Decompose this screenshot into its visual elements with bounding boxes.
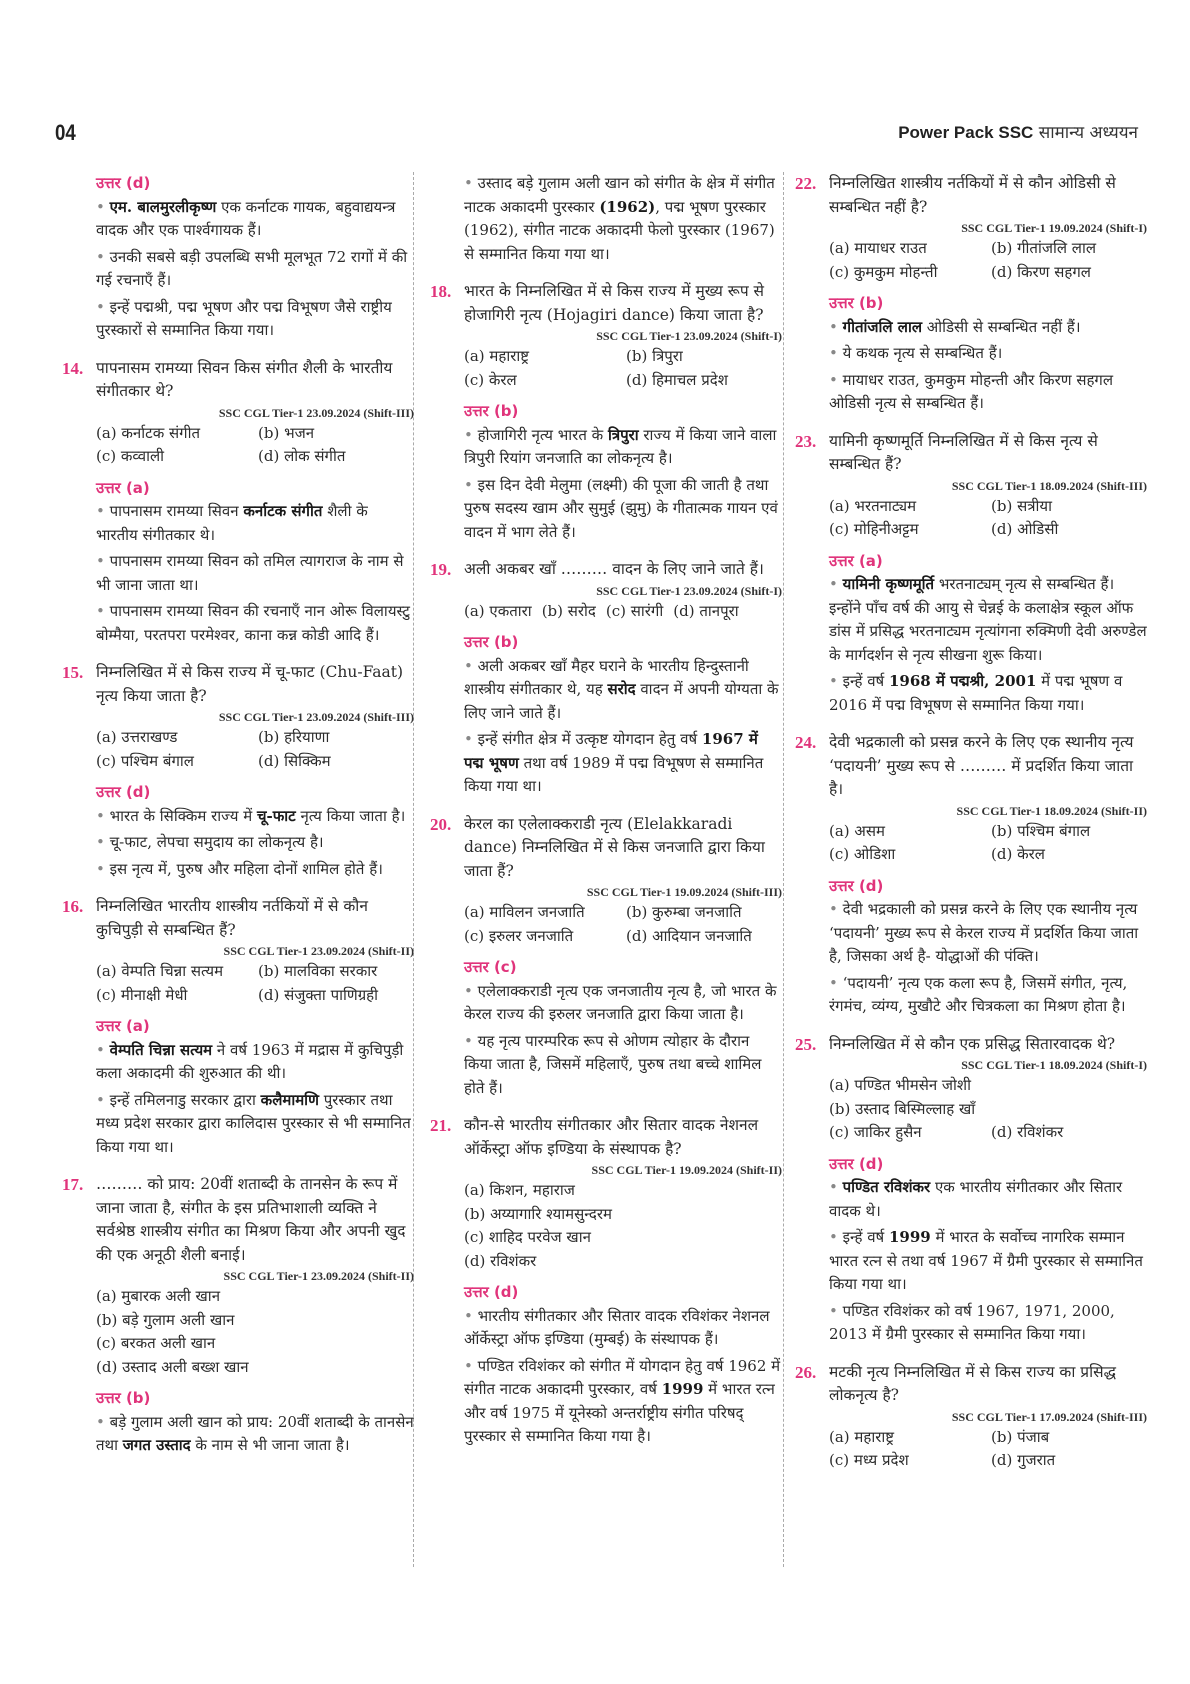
options xyxy=(829,237,1147,284)
bullet-icon: • xyxy=(829,1228,843,1246)
point-text: होजागिरी नृत्य भारत के xyxy=(477,425,608,444)
bullet-icon: • xyxy=(464,656,478,675)
options xyxy=(464,1179,782,1273)
option-c[interactable]: (c) मध्य प्रदेश xyxy=(829,1451,909,1469)
option-b[interactable]: (b) बड़े गुलाम अली खान xyxy=(96,1310,235,1329)
option-c[interactable]: (c) बरकत अली खान xyxy=(96,1334,216,1352)
explanation-point xyxy=(464,1305,782,1352)
question-23 xyxy=(795,430,1147,542)
question-number: 22. xyxy=(795,174,817,193)
point-text: ने वर्ष 1963 में मद्रास में कुचिपुड़ी कला अकादमी की शुरुआत की थी। xyxy=(96,1040,404,1082)
exam-source: SSC CGL Tier-1 18.09.2024 (Shift-II) xyxy=(956,803,1147,818)
bold-term: त्रिपुरा xyxy=(607,425,639,444)
point-text: पापनासम रामय्या सिवन xyxy=(109,502,244,520)
bullet-icon: • xyxy=(96,1412,110,1431)
question-number: 23. xyxy=(795,431,817,451)
explanation xyxy=(62,1039,414,1160)
options xyxy=(464,345,782,392)
bullet-icon: • xyxy=(829,575,843,593)
explanation-point xyxy=(464,1030,782,1101)
column-3 xyxy=(795,172,1147,1477)
option-d[interactable]: (d) तानपूरा xyxy=(673,601,739,620)
explanation xyxy=(62,805,414,882)
question-text: निम्नलिखित में से कौन एक प्रसिद्ध सितारवादक थे? xyxy=(829,1034,1116,1053)
point-text: शैली के भारतीय संगीतकार थे। xyxy=(96,502,368,544)
option-c[interactable]: (c) पश्चिम बंगाल xyxy=(96,751,194,770)
question-text: अली अकबर खाँ ……… वादन के लिए जाने जाते हैं। xyxy=(464,560,764,578)
point-text: इस दिन देवी मेलुमा (लक्ष्मी) की पूजा की जाती है तथा पुरुष सदस्य खाम और सुमुई (झुमु) के गीतात्मक गायन एवं वादन में भाग लेते हैं। xyxy=(464,475,778,541)
option-c[interactable]: (c) ओडिशा xyxy=(829,845,896,863)
explanation xyxy=(795,573,1147,717)
options xyxy=(829,495,1147,542)
point-text: वादन में अपनी योग्यता के लिए जाने जाते हैं। xyxy=(464,680,779,722)
answer-label: उत्तर (b) xyxy=(829,294,884,312)
option-b[interactable]: (b) अय्यागारि श्यामसुन्दरम xyxy=(464,1204,612,1223)
exam-source: SSC CGL Tier-1 19.09.2024 (Shift-III) xyxy=(586,885,782,899)
explanation-point xyxy=(96,805,414,829)
point-text: नृत्य किया जाता है। xyxy=(295,806,406,825)
option-c[interactable]: (c) जाकिर हुसैन xyxy=(829,1123,922,1141)
question-text: ……… को प्राय: 20वीं शताब्दी के तानसेन के रूप में जाना जाता है, संगीत के इस प्रतिभाशाली व्यक्ति ने सर्वश्रेष्ठ शास्त्रीय संगीत का मिश्रण किया और अपनी खुद की एक अनूठी शैली बनाई। xyxy=(96,1175,406,1264)
bullet-icon: • xyxy=(464,174,478,192)
option-a[interactable]: (a) मुबारक अली खान xyxy=(96,1287,221,1305)
bold-term: गीतांजलि लाल xyxy=(842,317,923,336)
bold-term: 1967 में पद्म भूषण xyxy=(464,730,758,772)
question-18 xyxy=(430,280,782,392)
question-14 xyxy=(62,357,414,469)
column-2 xyxy=(430,172,782,1463)
option-b[interactable]: (b) भजन xyxy=(258,423,315,442)
option-d[interactable]: (d) सिक्किम xyxy=(258,751,331,770)
bullet-icon: • xyxy=(96,1090,110,1109)
exam-source: SSC CGL Tier-1 23.09.2024 (Shift-II) xyxy=(223,944,414,958)
option-a[interactable]: (a) पण्डित भीमसेन जोशी xyxy=(829,1076,972,1094)
option-a[interactable]: (a) मायाधर राउत xyxy=(829,239,927,257)
bold-term: सरोद xyxy=(607,680,636,698)
point-text: इन्हें वर्ष xyxy=(842,672,889,690)
bullet-icon: • xyxy=(96,247,110,266)
explanation xyxy=(430,1305,782,1449)
bullet-icon: • xyxy=(464,1306,478,1325)
bullet-icon: • xyxy=(829,370,843,389)
option-a[interactable]: (a) महाराष्ट्र xyxy=(464,347,530,365)
bullet-icon: • xyxy=(829,344,843,362)
bullet-icon: • xyxy=(829,317,843,336)
bullet-icon: • xyxy=(464,1031,478,1050)
point-text: इन्हें तमिलनाडु सरकार द्वारा xyxy=(109,1090,261,1109)
point-text: में भारत के सर्वोच्च नागरिक सम्मान भारत रत्न से तथा वर्ष 1967 में ग्रैमी पुरस्कार से सम्मानित किया गया था। xyxy=(829,1228,1143,1293)
book-title xyxy=(898,120,1138,143)
exam-source: SSC CGL Tier-1 23.09.2024 (Shift-III) xyxy=(218,710,414,724)
point-text: इस नृत्य में, पुरुष और महिला दोनों शामिल होते हैं। xyxy=(109,859,383,878)
column-divider-2 xyxy=(783,172,784,1567)
explanation xyxy=(62,1411,414,1458)
exam-source: SSC CGL Tier-1 23.09.2024 (Shift-I) xyxy=(596,583,782,598)
option-b[interactable]: (b) मालविका सरकार xyxy=(258,962,378,980)
point-text: इन्हें वर्ष xyxy=(842,1228,889,1246)
explanation xyxy=(795,316,1147,416)
exam-source: SSC CGL Tier-1 23.09.2024 (Shift-III) xyxy=(218,405,414,420)
bullet-icon: • xyxy=(96,833,110,851)
explanation-point xyxy=(96,1089,414,1160)
explanation-point xyxy=(96,600,414,647)
explanation-point xyxy=(96,196,414,243)
point-text: में भारत रत्न और वर्ष 1975 में यूनेस्को अन्तर्राष्ट्रीय संगीत परिषद् पुरस्कार से सम्मानित किया गया है। xyxy=(464,1380,775,1445)
explanation-point xyxy=(96,1039,414,1086)
explanation-point xyxy=(829,670,1147,717)
point-text: ये कथक नृत्य से सम्बन्धित हैं। xyxy=(842,344,1003,362)
bullet-icon: • xyxy=(96,297,110,316)
bullet-icon: • xyxy=(96,197,110,216)
explanation-point xyxy=(829,1226,1147,1297)
answer-label: उत्तर (b) xyxy=(96,1389,151,1407)
bullet-icon: • xyxy=(829,1178,843,1196)
point-text: तथा वर्ष 1989 में पद्म विभूषण से सम्मानित किया गया था। xyxy=(464,753,764,795)
explanation-point xyxy=(96,1411,414,1458)
question-text: मटकी नृत्य निम्नलिखित में से किस राज्य का प्रसिद्ध लोकनृत्य है? xyxy=(829,1362,1116,1404)
point-text: भारत के सिक्किम राज्य में xyxy=(109,806,257,825)
explanation-point xyxy=(464,728,782,799)
bold-term: (1962) xyxy=(599,197,656,216)
question-number: 21. xyxy=(430,1116,452,1135)
column-1 xyxy=(62,172,414,1472)
explanation-point xyxy=(96,858,414,882)
explanation xyxy=(62,196,414,343)
bullet-icon: • xyxy=(464,730,478,748)
question-text: केरल का एलेलाक्कराडी नृत्य (Elelakkaradi dance) निम्नलिखित में से किस जनजाति द्वारा किया जाता हैं? xyxy=(464,814,765,880)
question-number: 25. xyxy=(795,1034,817,1054)
point-text: ओडिसी से सम्बन्धित नहीं हैं। xyxy=(922,317,1081,336)
option-d[interactable]: (d) रविशंकर xyxy=(991,1123,1064,1141)
option-b[interactable]: (b) पश्चिम बंगाल xyxy=(991,821,1091,840)
option-d[interactable]: (d) उस्ताद अली बख्श खान xyxy=(96,1357,249,1376)
option-d[interactable]: (d) संजुक्ता पाणिग्रही xyxy=(258,985,379,1004)
option-d[interactable]: (d) लोक संगीत xyxy=(258,447,346,465)
options xyxy=(464,600,782,624)
explanation-point xyxy=(829,1176,1147,1223)
options xyxy=(96,422,414,469)
bullet-icon: • xyxy=(464,1356,478,1375)
bullet-icon: • xyxy=(96,806,110,825)
explanation-point xyxy=(829,369,1147,416)
question-16 xyxy=(62,895,414,1007)
option-b[interactable]: (b) कुरुम्बा जनजाति xyxy=(626,903,742,921)
point-text: बड़े गुलाम अली खान को प्राय: 20वीं शताब्दी के तानसेन तथा xyxy=(96,1412,414,1454)
bullet-icon: • xyxy=(829,973,843,992)
explanation-point xyxy=(464,655,782,726)
option-c[interactable]: (c) मीनाक्षी मेधी xyxy=(96,985,188,1004)
point-text: उस्ताद बड़े गुलाम अली खान को संगीत के क्षेत्र में संगीत नाटक अकादमी पुरस्कार xyxy=(464,174,775,216)
bullet-icon: • xyxy=(829,900,843,918)
options xyxy=(829,1074,1147,1121)
question-17 xyxy=(62,1173,414,1379)
point-text: पुरस्कार तथा मध्य प्रदेश सरकार द्वारा कालिदास पुरस्कार से भी सम्मानित किया गया था। xyxy=(96,1090,411,1156)
explanation xyxy=(430,655,782,799)
options-row xyxy=(829,1121,1147,1145)
option-a[interactable]: (a) उत्तराखण्ड xyxy=(96,728,178,746)
bullet-icon: • xyxy=(464,981,478,1000)
bullet-icon: • xyxy=(829,672,843,690)
point-text: पापनासम रामय्या सिवन की रचनाएँ नान ओरू विलायस्टु बोम्मैया, परतपरा परमेश्वर, काना कन्न कोडी आदि हैं। xyxy=(96,602,410,644)
explanation-point xyxy=(829,316,1147,340)
question-26 xyxy=(795,1361,1147,1473)
explanation xyxy=(795,1176,1147,1347)
bullet-icon: • xyxy=(96,1040,110,1059)
option-a[interactable]: (a) महाराष्ट्र xyxy=(829,1427,895,1446)
options xyxy=(96,960,414,1007)
answer-label: उत्तर (d) xyxy=(96,174,151,192)
explanation-point xyxy=(96,500,414,547)
options xyxy=(96,726,414,773)
bold-term: कलैमामणि xyxy=(260,1090,319,1109)
exam-source: SSC CGL Tier-1 19.09.2024 (Shift-I) xyxy=(961,221,1147,235)
option-c[interactable]: (c) इरुलर जनजाति xyxy=(464,926,574,945)
explanation-point xyxy=(829,972,1147,1019)
question-number: 24. xyxy=(795,733,817,752)
point-text: चू-फाट, लेपचा समुदाय का लोकनृत्य है। xyxy=(109,833,324,851)
options xyxy=(829,820,1147,867)
explanation xyxy=(430,424,782,545)
point-text: ‘पदायनी’ नृत्य एक कला रूप है, जिसमें संगीत, नृत्य, रंगमंच, व्यंग्य, मुखौटे और चित्रकला का मिश्रण होता है। xyxy=(829,973,1128,1015)
answer-label: उत्तर (d) xyxy=(464,1283,519,1301)
answer-label: उत्तर (d) xyxy=(829,876,884,895)
explanation xyxy=(62,500,414,647)
question-text: भारत के निम्नलिखित में से किस राज्य में मुख्य रूप से होजागिरी नृत्य (Hojagiri dance) किया जाता है? xyxy=(464,282,765,324)
bold-term: 1999 xyxy=(889,1228,931,1246)
answer-label: उत्तर (a) xyxy=(96,1017,150,1035)
question-text: देवी भद्रकाली को प्रसन्न करने के लिए एक स्थानीय नृत्य ‘पदायनी’ मुख्य रूप से ……… में प्रदर्शित किया जाता है। xyxy=(829,733,1134,798)
bold-term: कर्नाटक संगीत xyxy=(243,502,323,520)
option-c[interactable]: (c) केरल xyxy=(464,370,517,389)
options xyxy=(829,1426,1147,1473)
point-text: इन्हें पद्मश्री, पद्म भूषण और पद्म विभूषण जैसे राष्ट्रीय पुरस्कारों से सम्मानित किया गया। xyxy=(96,297,392,339)
option-b[interactable]: (b) सरोद xyxy=(541,601,596,620)
question-number: 17. xyxy=(62,1175,84,1194)
bold-term: 1999 xyxy=(661,1380,704,1398)
bullet-icon: • xyxy=(464,425,478,444)
bold-term: यामिनी कृष्णमूर्ति xyxy=(842,575,935,593)
answer-label: उत्तर (b) xyxy=(464,633,519,651)
explanation-point xyxy=(96,296,414,343)
bullet-icon: • xyxy=(464,475,478,494)
exam-source: SSC CGL Tier-1 18.09.2024 (Shift-I) xyxy=(961,1058,1147,1072)
option-d[interactable]: (d) रविशंकर xyxy=(464,1251,537,1270)
option-a[interactable]: (a) असम xyxy=(829,821,885,840)
option-a[interactable]: (a) किशन, महाराज xyxy=(464,1181,575,1199)
point-text: उनकी सबसे बड़ी उपलब्धि सभी मूलभूत 72 रागों में की गई रचनाएँ हैं। xyxy=(96,247,408,289)
explanation-point xyxy=(96,246,414,293)
answer-label: उत्तर (b) xyxy=(464,402,519,420)
option-d[interactable]: (d) हिमाचल प्रदेश xyxy=(626,370,728,389)
explanation-point xyxy=(464,172,782,266)
question-22 xyxy=(795,172,1147,284)
option-c[interactable]: (c) सारंगी xyxy=(605,601,664,620)
option-b[interactable]: (b) गीतांजलि लाल xyxy=(991,239,1097,257)
options xyxy=(464,901,782,948)
exam-source: SSC CGL Tier-1 23.09.2024 (Shift-I) xyxy=(596,329,782,343)
point-text: में पद्म भूषण व 2016 में पद्म विभूषण से सम्मानित किया गया। xyxy=(829,672,1123,714)
explanation-point xyxy=(96,831,414,855)
point-text: एलेलाक्कराडी नृत्य एक जनजातीय नृत्य है, जो भारत के केरल राज्य की इरुलर जनजाति द्वारा किया जाता है। xyxy=(464,981,777,1023)
option-a[interactable]: (a) वेम्पति चिन्ना सत्यम xyxy=(96,962,224,980)
option-c[interactable]: (c) कव्वाली xyxy=(96,447,165,465)
option-a[interactable]: (a) भरतनाट्यम xyxy=(829,496,917,515)
question-20 xyxy=(430,813,782,949)
explanation-point xyxy=(464,424,782,471)
option-c[interactable]: (c) शाहिद परवेज खान xyxy=(464,1228,591,1246)
question-24 xyxy=(795,731,1147,867)
option-d[interactable]: (d) किरण सहगल xyxy=(991,262,1091,281)
point-text: यह नृत्य पारम्परिक रूप से ओणम त्योहार के दौरान किया जाता है, जिसमें महिलाएँ, पुरुष तथा बच्चे शामिल होते हैं। xyxy=(464,1031,762,1097)
bullet-icon: • xyxy=(96,502,110,520)
answer-label: उत्तर (d) xyxy=(96,783,151,801)
bold-term: वेम्पति चिन्ना सत्यम xyxy=(109,1040,213,1059)
bullet-icon: • xyxy=(96,602,110,620)
explanation-point xyxy=(464,980,782,1027)
explanation xyxy=(795,898,1147,1019)
option-b[interactable]: (b) त्रिपुरा xyxy=(626,347,683,365)
answer-label: उत्तर (a) xyxy=(96,478,150,497)
option-b[interactable]: (b) पंजाब xyxy=(991,1427,1050,1446)
option-c[interactable]: (c) कुमकुम मोहन्ती xyxy=(829,262,938,281)
option-a[interactable]: (a) एकतारा xyxy=(464,601,532,620)
option-b[interactable]: (b) हरियाणा xyxy=(258,728,330,746)
question-number: 15. xyxy=(62,663,84,682)
explanation-point xyxy=(829,573,1147,667)
answer-label: उत्तर (c) xyxy=(464,958,517,976)
question-text: निम्नलिखित शास्त्रीय नर्तकियों में से कौन ओडिसी से सम्बन्धित नहीं है? xyxy=(829,174,1116,216)
explanation-point xyxy=(96,550,414,597)
point-text: एक भारतीय संगीतकार और सितार वादक थे। xyxy=(829,1178,1123,1220)
option-a[interactable]: (a) कर्नाटक संगीत xyxy=(96,423,201,442)
point-text: इन्हें संगीत क्षेत्र में उत्कृष्ट योगदान हेतु वर्ष xyxy=(477,730,702,748)
continued-explanation xyxy=(430,172,782,266)
explanation-point xyxy=(464,1355,782,1449)
point-text: भरतनाट्यम् नृत्य से सम्बन्धित हैं। इन्होंने पाँच वर्ष की आयु से चेन्नई के कलाक्षेत्र स्कूल ऑफ डांस में प्रसिद्ध भरतनाट्यम नृत्यांगना रुक्मिणी देवी अरुण्डेल के मार्गदर्शन से नृत्य सीखना शुरू किया। xyxy=(829,575,1147,664)
explanation-point xyxy=(829,342,1147,366)
point-text: भारतीय संगीतकार और सितार वादक रविशंकर नेशनल ऑर्केस्ट्रा ऑफ इण्डिया (मुम्बई) के संस्थापक हैं। xyxy=(464,1306,770,1348)
options xyxy=(96,1285,414,1379)
question-21 xyxy=(430,1114,782,1273)
question-19 xyxy=(430,558,782,623)
exam-source: SSC CGL Tier-1 18.09.2024 (Shift-III) xyxy=(951,478,1147,493)
explanation xyxy=(430,980,782,1101)
question-text: यामिनी कृष्णमूर्ति निम्नलिखित में से किस नृत्य से सम्बन्धित हैं? xyxy=(829,431,1098,473)
book-title-subject: सामान्य अध्ययन xyxy=(1038,123,1138,143)
point-text: पण्डित रविशंकर को वर्ष 1967, 1971, 2000, 2013 में ग्रैमी पुरस्कार से सम्मानित किया गया। xyxy=(829,1301,1115,1343)
bullet-icon: • xyxy=(96,552,110,570)
explanation-point xyxy=(464,474,782,545)
question-15 xyxy=(62,661,414,773)
question-number: 26. xyxy=(795,1362,817,1382)
option-d[interactable]: (d) केरल xyxy=(991,845,1045,863)
page-number: 04 xyxy=(55,120,76,145)
option-c[interactable]: (c) मोहिनीअट्टम xyxy=(829,520,919,538)
option-a[interactable]: (a) माविलन जनजाति xyxy=(464,903,585,921)
book-title-brand: Power Pack SSC xyxy=(898,123,1034,142)
point-text: मायाधर राउत, कुमकुम मोहन्ती और किरण सहगल ओडिसी नृत्य से सम्बन्धित हैं। xyxy=(829,370,1114,412)
exam-source: SSC CGL Tier-1 17.09.2024 (Shift-III) xyxy=(951,1409,1147,1424)
option-d[interactable]: (d) आदियान जनजाति xyxy=(626,926,752,945)
question-number: 16. xyxy=(62,897,84,916)
point-text: पापनासम रामय्या सिवन को तमिल त्यागराज के नाम से भी जाना जाता था। xyxy=(96,552,404,594)
bold-term: 1968 में पद्मश्री, 2001 xyxy=(889,672,1037,690)
bold-term: पण्डित रविशंकर xyxy=(842,1178,931,1196)
question-text: निम्नलिखित में से किस राज्य में चू-फाट (Chu-Faat) नृत्य किया जाता है? xyxy=(96,663,404,705)
question-text: निम्नलिखित भारतीय शास्त्रीय नर्तकियों में से कौन कुचिपुड़ी से सम्बन्धित हैं? xyxy=(96,897,368,939)
bold-term: एम. बालमुरलीकृष्ण xyxy=(109,197,217,216)
question-number: 19. xyxy=(430,560,452,579)
option-d[interactable]: (d) ओडिसी xyxy=(991,520,1059,538)
point-text: अली अकबर खाँ मैहर घराने के भारतीय हिन्दुस्तानी शास्त्रीय संगीतकार थे, यह xyxy=(464,656,749,698)
bold-term: जगत उस्ताद xyxy=(122,1436,191,1454)
answer-label: उत्तर (a) xyxy=(829,551,883,570)
point-text: , पद्म भूषण पुरस्कार (1962), संगीत नाटक अकादमी फेलो पुरस्कार (1967) से सम्मानित किया गया था। xyxy=(464,197,775,263)
question-number: 14. xyxy=(62,358,84,378)
question-text: कौन-से भारतीय संगीतकार और सितार वादक नेशनल ऑर्केस्ट्रा ऑफ इण्डिया के संस्थापक है? xyxy=(464,1116,759,1158)
point-text: के नाम से भी जाना जाता है। xyxy=(190,1436,350,1454)
question-number: 20. xyxy=(430,814,452,834)
option-b[interactable]: (b) सत्रीया xyxy=(991,496,1052,515)
explanation-point xyxy=(829,898,1147,969)
point-text: पण्डित रविशंकर को संगीत में योगदान हेतु वर्ष 1962 में संगीत नाटक अकादमी पुरस्कार, वर्ष xyxy=(464,1356,781,1398)
question-text: पापनासम रामय्या सिवन किस संगीत शैली के भारतीय संगीतकार थे? xyxy=(96,358,393,400)
explanation-point xyxy=(829,1300,1147,1347)
exam-source: SSC CGL Tier-1 23.09.2024 (Shift-II) xyxy=(223,1269,414,1283)
point-text: राज्य में किया जाने वाला त्रिपुरी रियांग जनजाति का लोकनृत्य है। xyxy=(464,425,777,467)
bullet-icon: • xyxy=(829,1301,843,1320)
point-text: देवी भद्रकाली को प्रसन्न करने के लिए एक स्थानीय नृत्य ‘पदायनी’ मुख्य रूप से केरल राज्य में प्रदर्शित किया जाता है, जिसका अर्थ है- योद्धाओं की पंक्ति। xyxy=(829,900,1139,965)
exam-source: SSC CGL Tier-1 19.09.2024 (Shift-II) xyxy=(591,1163,782,1177)
bold-term: चू-फाट xyxy=(256,806,296,825)
answer-label: उत्तर (d) xyxy=(829,1154,884,1173)
point-text: एक कर्नाटक गायक, बहुवाद्ययन्त्र वादक और एक पार्श्वगायक हैं। xyxy=(96,197,396,239)
option-b[interactable]: (b) उस्ताद बिस्मिल्लाह खाँ xyxy=(829,1099,976,1118)
bullet-icon: • xyxy=(96,859,110,878)
option-d[interactable]: (d) गुजरात xyxy=(991,1451,1056,1469)
question-25 xyxy=(795,1033,1147,1145)
question-number: 18. xyxy=(430,282,452,301)
